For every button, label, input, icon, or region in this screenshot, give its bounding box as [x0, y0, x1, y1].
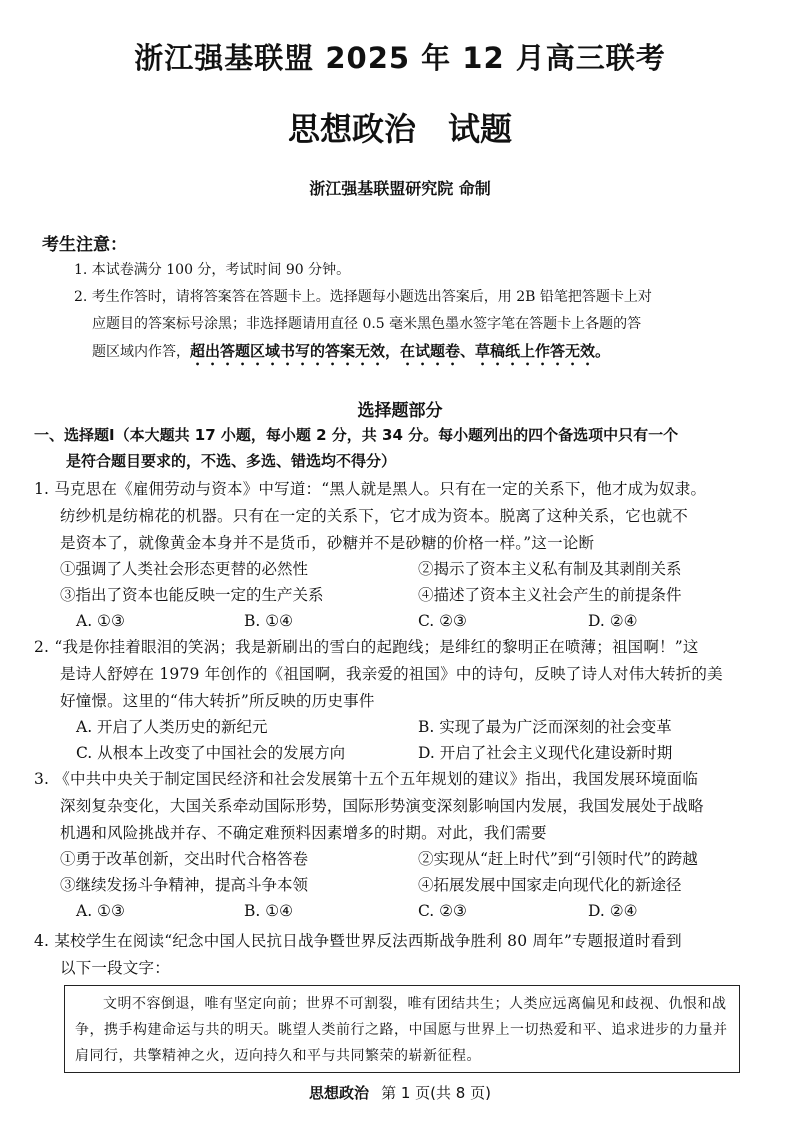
question-1-line-3: 是资本了，就像黄金本身并不是货币，砂糖并不是砂糖的价格一样。”这一论断 [60, 534, 595, 552]
q3-option-a: A. ①③ [76, 902, 125, 920]
q3-statement-1: ①勇于改革创新，交出时代合格答卷 [60, 850, 309, 868]
q1-option-a: A. ①③ [76, 612, 125, 630]
q3-option-c: C. ②③ [418, 902, 467, 920]
question-3-line-3: 机遇和风险挑战并存、不确定难预料因素增多的时期。对此，我们需要 [60, 824, 547, 842]
question-4-line-2: 以下一段文字： [60, 959, 170, 977]
q3-option-b: B. ①④ [244, 902, 294, 920]
q1-option-b: B. ①④ [244, 612, 294, 630]
question-1-line-2: 纺纱机是纺棉花的机器。只有在一定的关系下，它才成为资本。脱离了这种关系，它也就不 [60, 507, 689, 525]
q2-option-b: B. 实现了最为广泛而深刻的社会变革 [418, 718, 672, 736]
q1-statement-3: ③指出了资本也能反映一定的生产关系 [60, 586, 324, 604]
notice-item-2-line-2: 应题目的答案标号涂黑；非选择题请用直径 0.5 毫米黑色墨水签字笔在答题卡上各题的答 [92, 316, 642, 332]
part-heading-line-2: 是符合题目要求的，不选、多选、错选均不得分） [66, 452, 397, 470]
q1-statement-1: ①强调了人类社会形态更替的必然性 [60, 560, 309, 578]
section-title: 选择题部分 [357, 401, 443, 421]
q1-statement-4: ④描述了资本主义社会产生的前提条件 [418, 586, 682, 604]
notice-item-2-line-1: 2. 考生作答时，请将答案答在答题卡上。选择题每小题选出答案后，用 2B 铅笔把答题卡上对 [74, 289, 652, 305]
subject-title: 思想政治 试题 [287, 110, 512, 148]
q3-statement-4: ④拓展发展中国家走向现代化的新途径 [418, 876, 682, 894]
notice-emphasis-text: 超出答题区域书写的答案无效，在试题卷、草稿纸上作答无效。 [190, 342, 611, 360]
q1-option-c: C. ②③ [418, 612, 467, 630]
q3-statement-2: ②实现从“赶上时代”到“引领时代”的跨越 [418, 850, 698, 868]
q3-option-d: D. ②④ [588, 902, 638, 920]
page-footer [0, 1082, 800, 1103]
question-2-line-2: 是诗人舒婷在 1979 年创作的《祖国啊，我亲爱的祖国》中的诗句，反映了诗人对伟大转折的美 [60, 665, 723, 683]
q3-statement-3: ③继续发扬斗争精神，提高斗争本领 [60, 876, 309, 894]
notice-item-2-line-3 [92, 338, 762, 369]
question-2-line-3: 好憧憬。这里的“伟大转折”所反映的历史事件 [60, 692, 375, 710]
author-line: 浙江强基联盟研究院 命制 [309, 179, 491, 198]
question-3-line-1: 3. 《中共中央关于制定国民经济和社会发展第十五个五年规划的建议》指出，我国发展环境面临 [34, 770, 699, 788]
notice-item-2-text: 题区域内作答， [92, 344, 190, 360]
q1-statement-2: ②揭示了资本主义私有制及其剥削关系 [418, 560, 682, 578]
exam-title: 浙江强基联盟 2025 年 12 月高三联考 [134, 41, 666, 75]
q1-option-d: D. ②④ [588, 612, 638, 630]
question-2-line-1: 2. “我是你挂着眼泪的笑涡；我是新刷出的雪白的起跑线；是绯红的黎明正在喷薄；祖国啊！”这 [34, 638, 699, 656]
notice-item-1: 1. 本试卷满分 100 分，考试时间 90 分钟。 [74, 262, 351, 278]
footer-subject: 思想政治 [309, 1084, 370, 1102]
footer-page-number: 第 1 页(共 8 页) [381, 1084, 491, 1102]
question-4-line-1: 4. 某校学生在阅读“纪念中国人民抗日战争暨世界反法西斯战争胜利 80 周年”专题报道时看到 [34, 932, 682, 950]
notice-heading: 考生注意： [42, 235, 127, 255]
question-3-line-2: 深刻复杂变化，大国关系牵动国际形势，国际形势演变深刻影响国内发展，我国发展处于战略 [60, 797, 704, 815]
q2-option-a: A. 开启了人类历史的新纪元 [76, 718, 268, 736]
quotation-box: 文明不容倒退，唯有坚定向前；世界不可割裂，唯有团结共生；人类应远离偏见和歧视、仇恨和战争，携手构建命运与共的明天。眺望人类前行之路，中国愿与世界上一切热爱和平、追求进步的力量并肩同行，共擎精神之火，迈向持久和平与共同繁荣的崭新征程。 [64, 985, 740, 1073]
q2-option-d: D. 开启了社会主义现代化建设新时期 [418, 744, 673, 762]
part-heading-line-1: 一、选择题Ⅰ（本大题共 17 小题，每小题 2 分，共 34 分。每小题列出的四个备选项中只有一个 [34, 426, 679, 444]
question-1-line-1: 1. 马克思在《雇佣劳动与资本》中写道：“黑人就是黑人。只有在一定的关系下，他才成为奴隶。 [34, 480, 707, 498]
q2-option-c: C. 从根本上改变了中国社会的发展方向 [76, 744, 346, 762]
